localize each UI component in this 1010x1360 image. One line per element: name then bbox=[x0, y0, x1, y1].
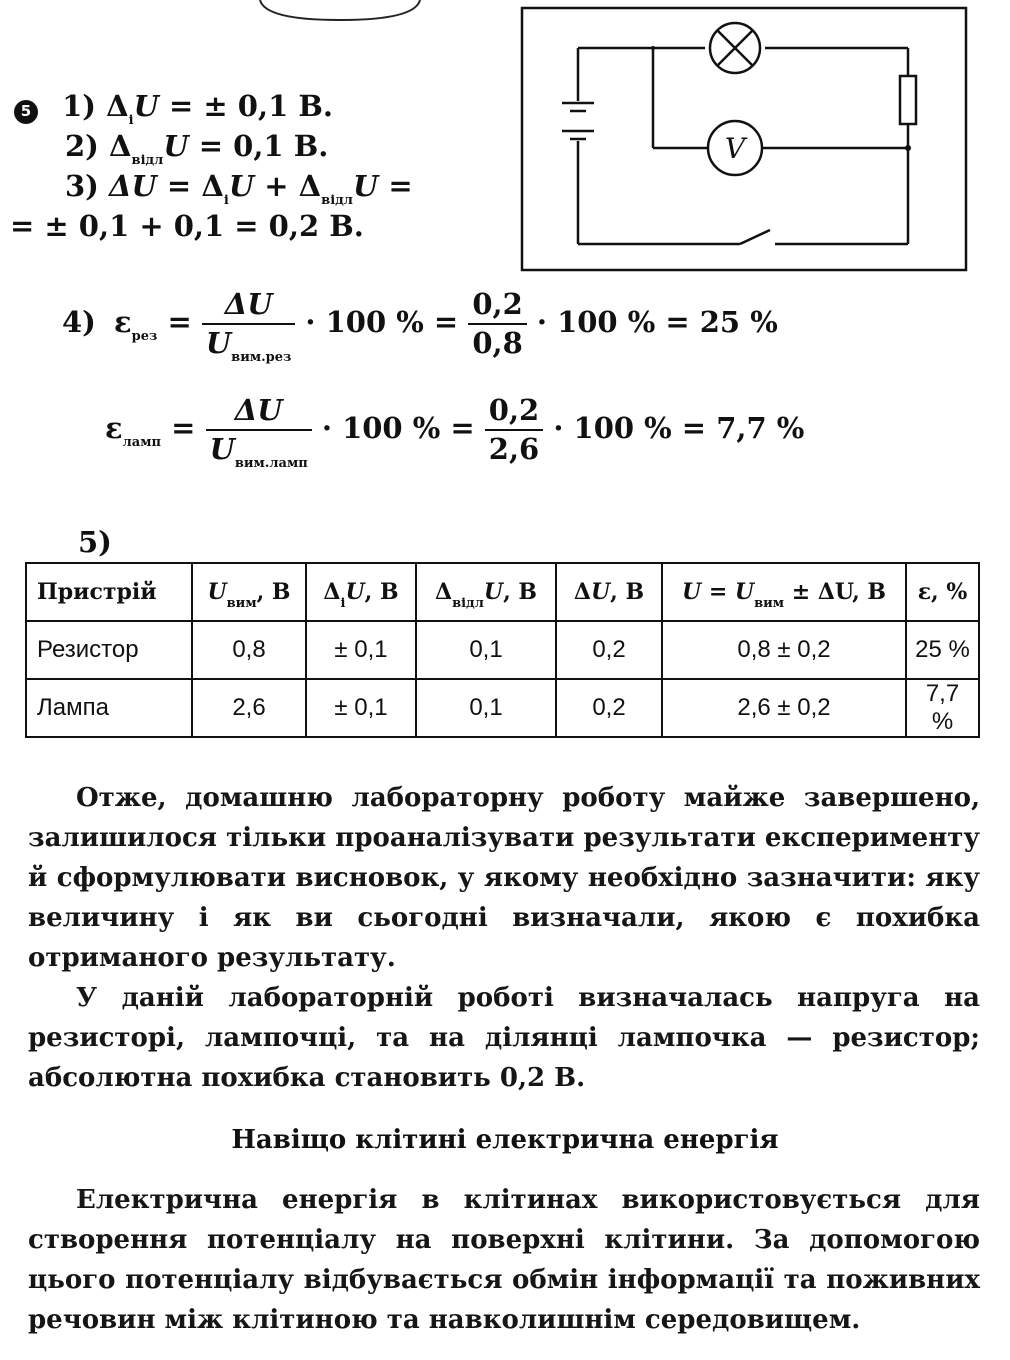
header-delta-vidl: $\Delta_{відл}U$, В bbox=[416, 563, 556, 621]
item-3-t1-delta: Δ bbox=[201, 169, 224, 203]
item-2-delta: Δ bbox=[109, 129, 132, 163]
item-4-lamp bbox=[105, 393, 805, 471]
voltmeter-symbol bbox=[708, 121, 762, 175]
conclusion-block bbox=[28, 778, 980, 1098]
item-3-plus: + bbox=[264, 169, 289, 203]
top-arc-decoration bbox=[255, 0, 425, 24]
eps-lamp-result: · 100 % = 7,7 % bbox=[553, 411, 805, 445]
cell-eps: 25 % bbox=[906, 621, 979, 679]
table-row bbox=[26, 621, 979, 679]
cell-u-meas: 0,8 bbox=[192, 621, 306, 679]
item-3-tail: = bbox=[388, 169, 413, 203]
resistor-symbol bbox=[900, 76, 916, 124]
item-1-sub: і bbox=[128, 113, 134, 128]
eps-rez: ε bbox=[114, 305, 132, 339]
cell-eps: 7,7 % bbox=[906, 679, 979, 737]
item-2-label: 2) bbox=[65, 129, 99, 163]
item-3-t1-var: U bbox=[228, 169, 255, 203]
results-table bbox=[25, 562, 980, 738]
item-1 bbox=[14, 89, 333, 128]
item-4-rez bbox=[62, 287, 778, 365]
item-1-rhs: = ± 0,1 В. bbox=[169, 89, 333, 123]
item-5-label: 5) bbox=[78, 525, 112, 559]
item-3-t2-sub: відл bbox=[321, 193, 353, 208]
header-u-meas: $U_{вим}$, В bbox=[192, 563, 306, 621]
header-device: Пристрій bbox=[26, 563, 192, 621]
item-3 bbox=[65, 169, 413, 208]
eps-lamp-sub: ламп bbox=[122, 435, 162, 450]
header-delta-u: ΔU, В bbox=[556, 563, 662, 621]
item-1-var: U bbox=[133, 89, 159, 123]
item-1-delta: Δ bbox=[106, 89, 129, 123]
eps-rez-sub: рез bbox=[131, 329, 158, 344]
section-block bbox=[28, 1180, 980, 1340]
fraction-rez-2: $\frac{0,2}{0,8}$ bbox=[468, 290, 526, 358]
item-2-rhs: = 0,1 В. bbox=[198, 129, 329, 163]
item-2-sub: відл bbox=[131, 153, 164, 168]
header-eps: ε, % bbox=[906, 563, 979, 621]
cell-delta-i: ± 0,1 bbox=[306, 679, 416, 737]
eps-lamp-mult: · 100 % = bbox=[321, 411, 475, 445]
cell-u-result: 2,6 ± 0,2 bbox=[662, 679, 906, 737]
table-header-row bbox=[26, 563, 979, 621]
conclusion-paragraph-1: Отже, домашню лабораторну роботу майже завершено, залишилося тільки проаналізувати результати експерименту й сформулювати висновок, у якому необхідно зазначити: яку величину і як ви сьогодні визначали, якою є похибка отриманого результату. bbox=[28, 783, 980, 973]
item-3-line2: = ± 0,1 + 0,1 = 0,2 В. bbox=[10, 209, 364, 243]
item-3-lhs: ΔU bbox=[109, 169, 157, 203]
cell-delta-i: ± 0,1 bbox=[306, 621, 416, 679]
cell-device: Лампа bbox=[26, 679, 192, 737]
cell-delta-vidl: 0,1 bbox=[416, 621, 556, 679]
lamp-symbol bbox=[710, 23, 760, 73]
item-3-t1-sub: і bbox=[223, 193, 229, 208]
battery-symbol bbox=[562, 103, 594, 139]
problem-number-badge: 5 bbox=[14, 100, 38, 124]
fraction-rez-1: $\frac{\Delta U}{U_{вим.рез}}$ bbox=[202, 290, 295, 358]
cell-u-result: 0,8 ± 0,2 bbox=[662, 621, 906, 679]
section-paragraph: Електрична енергія в клітинах використовується для створення потенціалу на поверхні клітини. За допомогою цього потенціалу відбувається обмін інформації та поживних речовин між клітиною та навколишнім середовищем. bbox=[28, 1185, 980, 1335]
cell-u-meas: 2,6 bbox=[192, 679, 306, 737]
header-delta-i: $\Delta_іU$, В bbox=[306, 563, 416, 621]
section-heading: Навіщо клітині електрична енергія bbox=[231, 1125, 779, 1155]
item-3-t2-var: U bbox=[352, 169, 379, 203]
item-1-label: 1) bbox=[62, 89, 97, 123]
eps-lamp-eq: = bbox=[171, 411, 196, 445]
eps-rez-eq: = bbox=[167, 305, 192, 339]
item-3-label: 3) bbox=[65, 169, 99, 203]
cell-device: Резистор bbox=[26, 621, 192, 679]
voltmeter-label: V bbox=[724, 132, 746, 165]
fraction-lamp-1: $\frac{\Delta U}{U_{вим.ламп}}$ bbox=[206, 396, 312, 464]
fraction-lamp-2: $\frac{0,2}{2,6}$ bbox=[485, 396, 543, 464]
eps-rez-mult: · 100 % = bbox=[305, 305, 459, 339]
eps-lamp: ε bbox=[105, 411, 123, 445]
item-2-var: U bbox=[163, 129, 189, 163]
item-3-t2-delta: Δ bbox=[298, 169, 322, 203]
cell-delta-u: 0,2 bbox=[556, 621, 662, 679]
item-4-label: 4) bbox=[62, 305, 96, 339]
cell-delta-u: 0,2 bbox=[556, 679, 662, 737]
cell-delta-vidl: 0,1 bbox=[416, 679, 556, 737]
item-3-eq: = bbox=[166, 169, 192, 203]
circuit-diagram bbox=[520, 6, 970, 274]
item-2 bbox=[65, 129, 329, 168]
eps-rez-result: · 100 % = 25 % bbox=[536, 305, 778, 339]
conclusion-paragraph-2: У даній лабораторній роботі визначалась напруга на резисторі, лампочці, та на ділянці лампочка — резистор; абсолютна похибка становить 0,2 В. bbox=[28, 983, 980, 1093]
header-u-result: $U = U_{вим} \pm \Delta U$, В bbox=[662, 563, 906, 621]
table-row bbox=[26, 679, 979, 737]
